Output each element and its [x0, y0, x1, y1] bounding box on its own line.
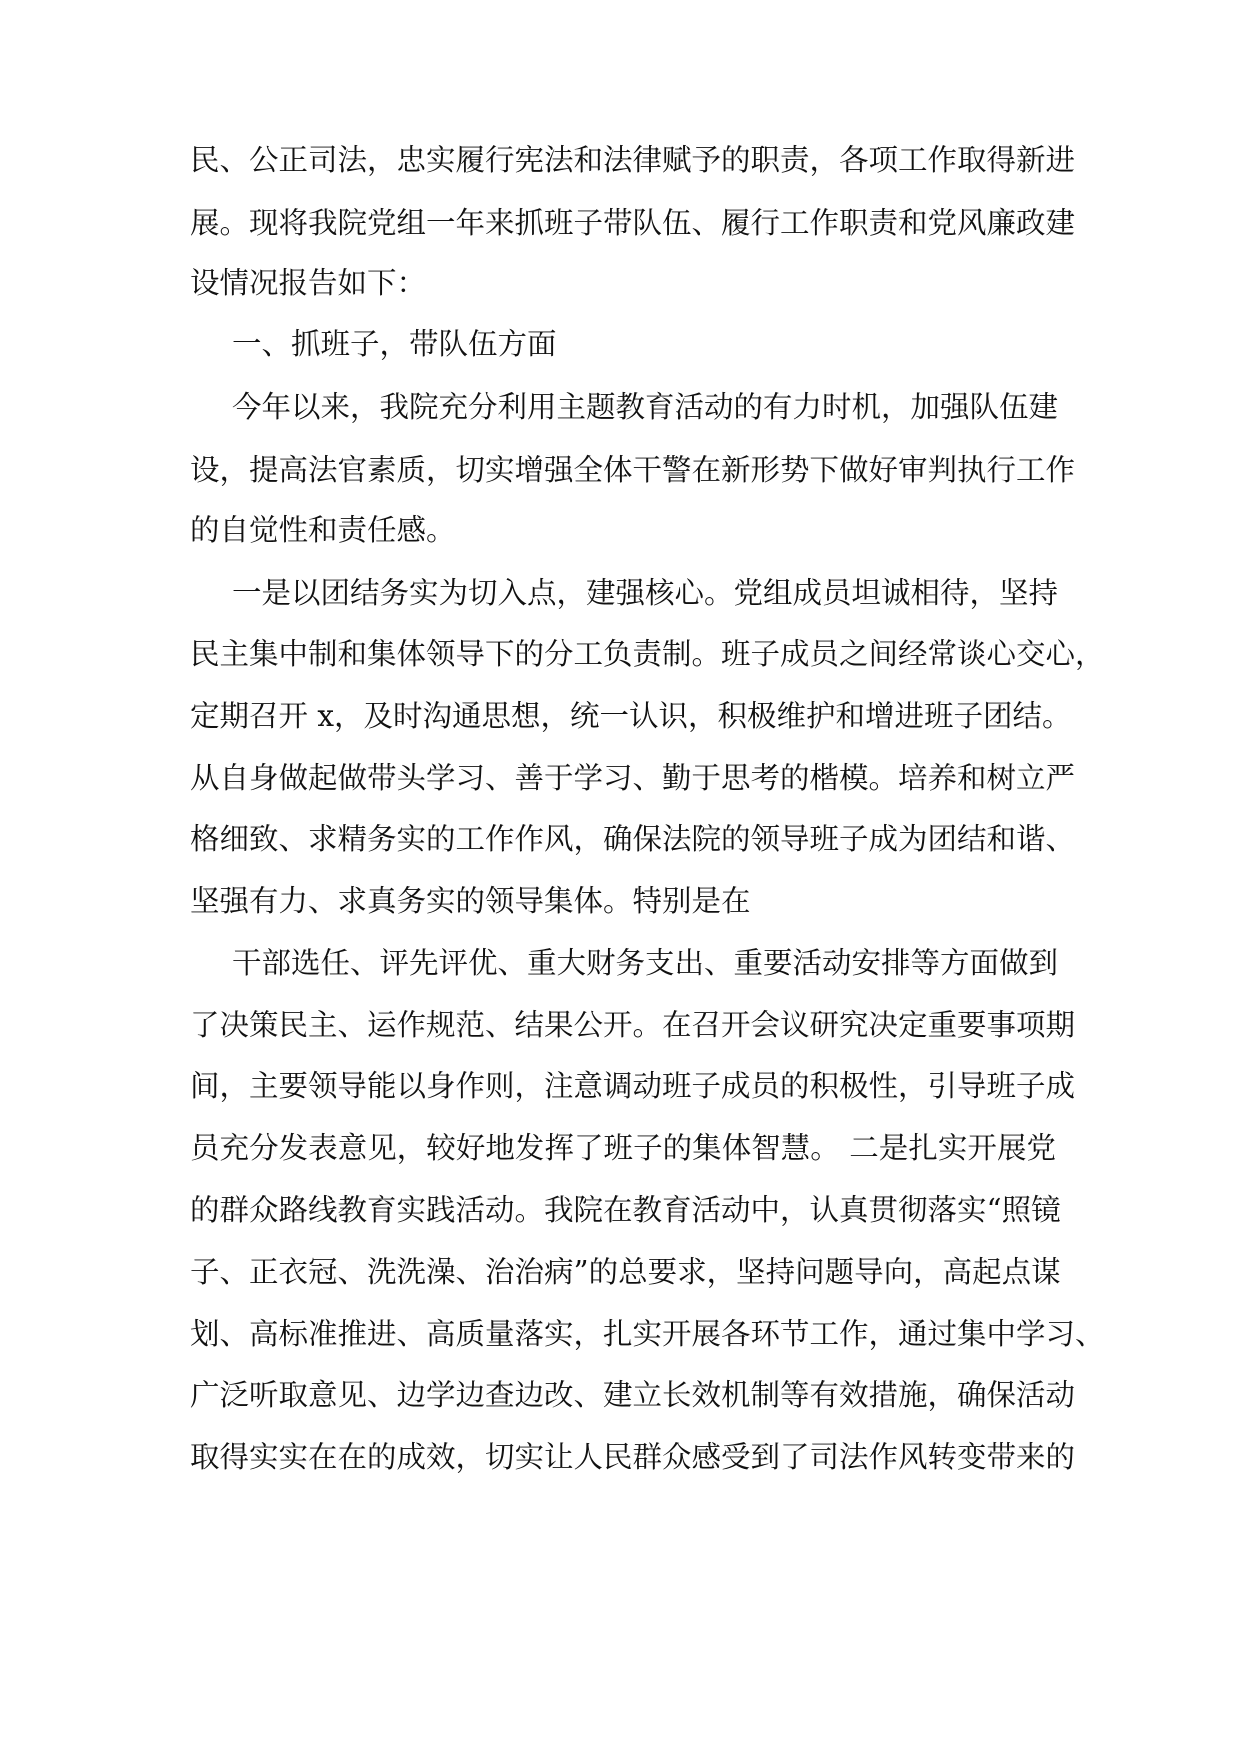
text-line: 的自觉性和责任感。: [190, 513, 456, 547]
text-line: 员充分发表意见，较好地发挥了班子的集体智慧。 二是扎实开展党: [190, 1131, 1056, 1165]
text-line: 格细致、求精务实的工作作风，确保法院的领导班子成为团结和谐、: [190, 822, 1076, 856]
text-line: 展。现将我院党组一年来抓班子带队伍、履行工作职责和党风廉政建: [190, 206, 1076, 240]
text-line: 定期召开 x，及时沟通思想，统一认识，积极维护和增进班子团结。: [190, 699, 1072, 733]
text-line: 设情况报告如下：: [190, 266, 427, 300]
text-line: 干部选任、评先评优、重大财务支出、重要活动安排等方面做到: [232, 946, 1059, 980]
text-line: 一是以团结务实为切入点，建强核心。党组成员坦诚相待，坚持: [232, 576, 1059, 610]
text-line: 坚强有力、求真务实的领导集体。特别是在: [190, 884, 751, 918]
text-line: 划、高标准推进、高质量落实，扎实开展各环节工作，通过集中学习、: [190, 1317, 1105, 1351]
text-line: 取得实实在在的成效，切实让人民群众感受到了司法作风转变带来的: [190, 1440, 1076, 1474]
text-line: 民、公正司法，忠实履行宪法和法律赋予的职责，各项工作取得新进: [190, 143, 1076, 177]
text-line: 了决策民主、运作规范、结果公开。在召开会议研究决定重要事项期: [190, 1008, 1076, 1042]
text-line: 广泛听取意见、边学边查边改、建立长效机制等有效措施，确保活动: [190, 1378, 1076, 1412]
text-line: 今年以来，我院充分利用主题教育活动的有力时机，加强队伍建: [232, 390, 1059, 424]
section-heading: 一、抓班子，带队伍方面: [232, 327, 557, 361]
text-line: 间，主要领导能以身作则，注意调动班子成员的积极性，引导班子成: [190, 1069, 1076, 1103]
text-line: 设，提高法官素质，切实增强全体干警在新形势下做好审判执行工作: [190, 453, 1076, 487]
text-line: 民主集中制和集体领导下的分工负责制。班子成员之间经常谈心交心，: [190, 637, 1105, 671]
text-line: 的群众路线教育实践活动。我院在教育活动中，认真贯彻落实“照镜: [190, 1193, 1061, 1227]
text-line: 子、正衣冠、洗洗澡、治治病”的总要求，坚持问题导向，高起点谋: [190, 1255, 1061, 1289]
text-line: 从自身做起做带头学习、善于学习、勤于思考的楷模。培养和树立严: [190, 761, 1076, 795]
